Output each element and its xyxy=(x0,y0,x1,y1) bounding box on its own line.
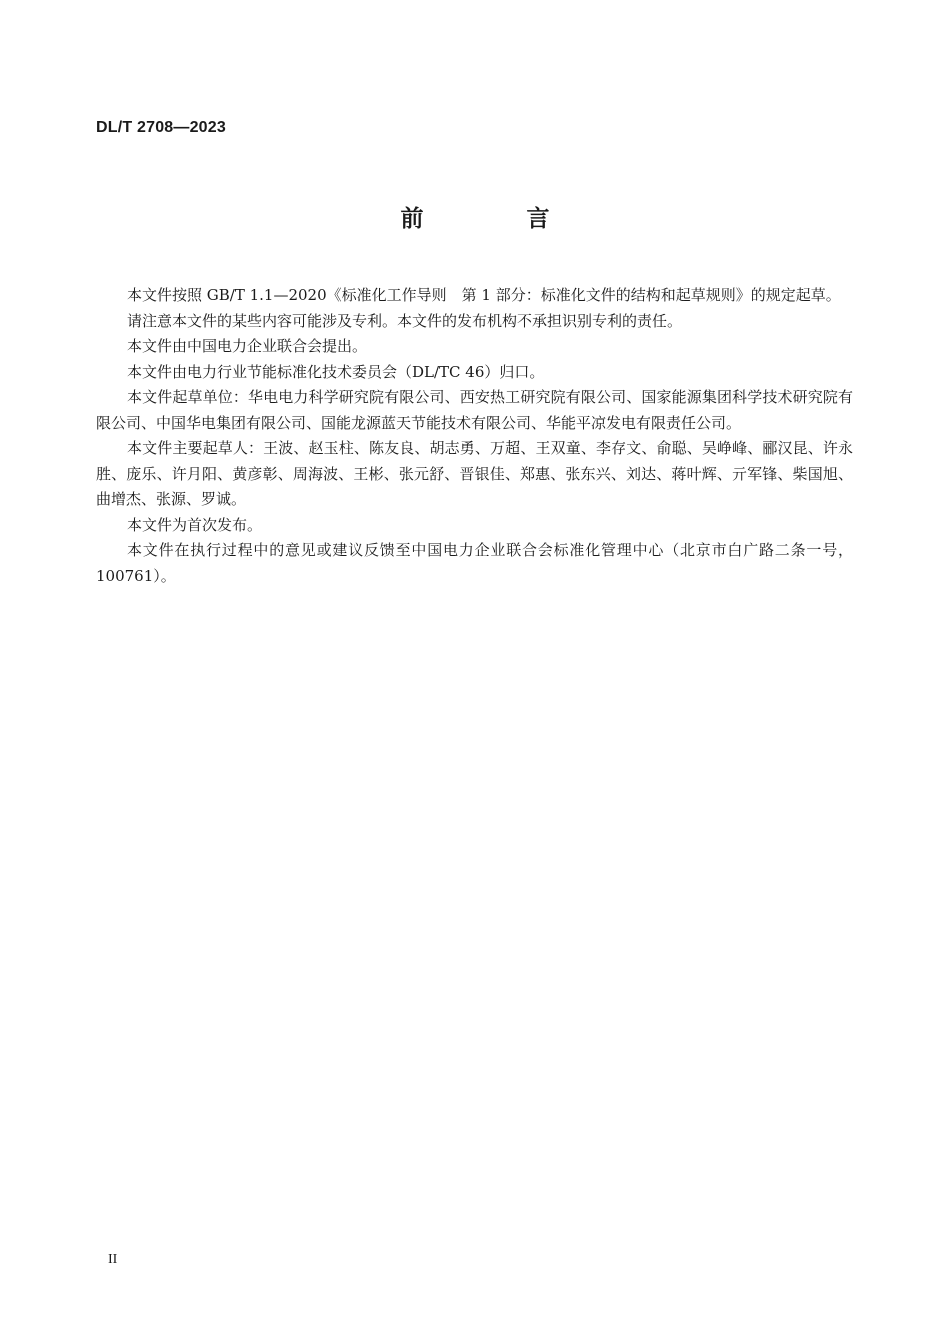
paragraph-main-drafters: 本文件主要起草人：王波、赵玉柱、陈友良、胡志勇、万超、王双童、李存文、俞聪、吴峥峰、郦汉昆、许永胜、庞乐、许月阳、黄彦彰、周海波、王彬、张元舒、晋银佳、郑惠、张东兴、刘达、蒋叶辉、亓军锋、柴国旭、曲增杰、张源、罗诚。 xyxy=(96,439,853,508)
page-title: 前 言 xyxy=(400,206,590,232)
paragraph-patent-notice: 请注意本文件的某些内容可能涉及专利。本文件的发布机构不承担识别专利的责任。 xyxy=(127,311,683,330)
foreword-body xyxy=(96,283,853,589)
paragraph-feedback-contact: 本文件在执行过程中的意见或建议反馈至中国电力企业联合会标准化管理中心（北京市白广路二条一号，100761）。 xyxy=(96,541,853,585)
paragraph-drafting-units: 本文件起草单位：华电电力科学研究院有限公司、西安热工研究院有限公司、国家能源集团科学技术研究院有限公司、中国华电集团有限公司、国能龙源蓝天节能技术有限公司、华能平凉发电有限责任公司。 xyxy=(96,388,853,432)
paragraph-proposer: 本文件由中国电力企业联合会提出。 xyxy=(127,337,368,355)
paragraph-technical-committee: 本文件由电力行业节能标准化技术委员会（DL/TC 46）归口。 xyxy=(127,362,545,381)
document-code: DL/T 2708—2023 xyxy=(96,119,226,136)
paragraph-first-release: 本文件为首次发布。 xyxy=(127,515,263,534)
page-number: II xyxy=(108,1252,118,1267)
paragraph-drafting-rules: 本文件按照 GB/T 1.1—2020《标准化工作导则 第 1 部分：标准化文件的结构和起草规则》的规定起草。 xyxy=(127,286,841,304)
